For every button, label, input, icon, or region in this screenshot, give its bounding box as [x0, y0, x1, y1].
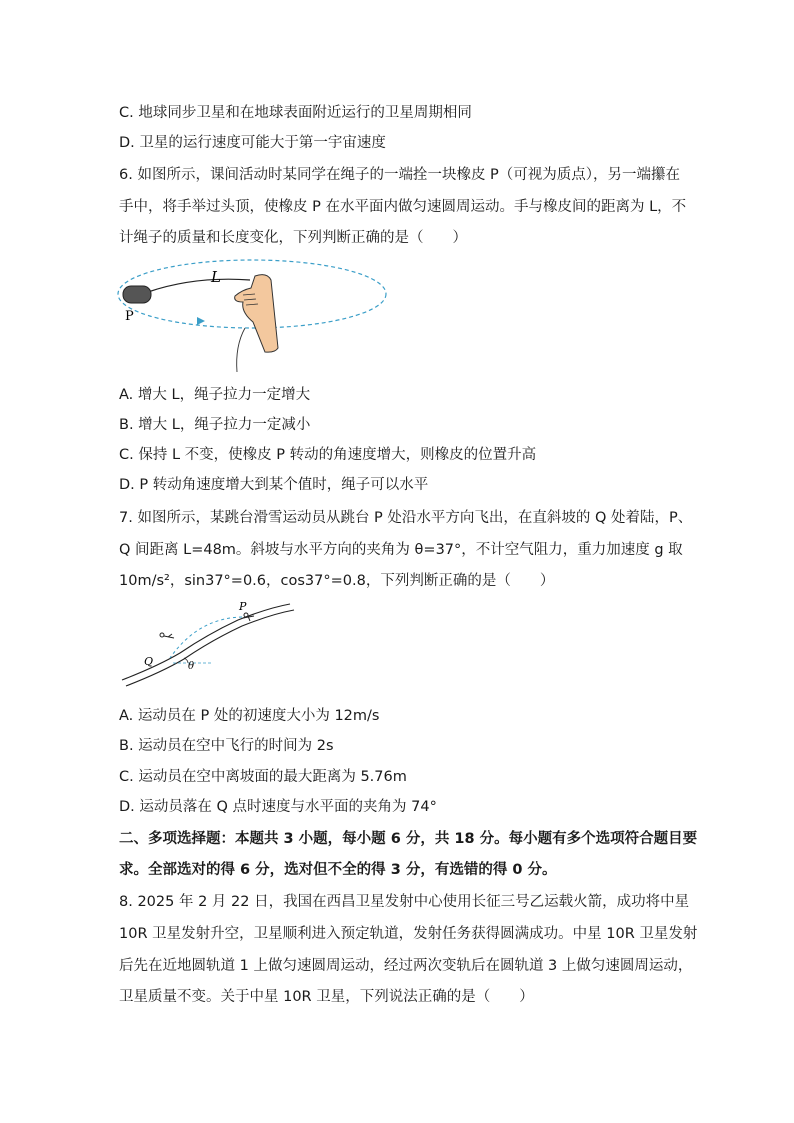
question-7-stem-line-1: 7. 如图所示，某跳台滑雪运动员从跳台 P 处沿水平方向飞出，在直斜坡的 Q 处着陆，P、 [119, 510, 693, 526]
label-L: L [211, 268, 221, 286]
question-7-stem-line-3: 10m/s²，sin37°=0.6，cos37°=0.8，下列判断正确的是（ ） [119, 573, 555, 589]
option-6d: D. P 转动角速度增大到某个值时，绳子可以水平 [119, 477, 429, 493]
question-6-stem-line-3: 计绳子的质量和长度变化，下列判断正确的是（ ） [119, 230, 467, 246]
question-8-stem-line-3: 后先在近地圆轨道 1 上做匀速圆周运动，经过两次变轨后在圆轨道 3 上做匀速圆周运动， [119, 958, 693, 974]
label-P: P [239, 600, 247, 613]
question-8-stem-line-1: 8. 2025 年 2 月 22 日，我国在西昌卫星发射中心使用长征三号乙运载火箭，成功将中星 [119, 894, 690, 910]
skier-midair-icon [160, 633, 164, 637]
label-theta: θ [188, 661, 195, 672]
option-7c: C. 运动员在空中离坡面的最大距离为 5.76m [119, 769, 407, 785]
option-6c: C. 保持 L 不变，使橡皮 P 转动的角速度增大，则橡皮的位置升高 [119, 447, 537, 463]
hand-icon [235, 275, 278, 353]
option-5d: D. 卫星的运行速度可能大于第一宇宙速度 [119, 135, 386, 151]
string [148, 279, 250, 292]
label-P: P [125, 309, 134, 324]
arm-line [237, 328, 245, 372]
option-7d: D. 运动员落在 Q 点时速度与水平面的夹角为 74° [119, 799, 437, 815]
question-8-stem-line-2: 10R 卫星发射升空，卫星顺利进入预定轨道，发射任务获得圆满成功。中星 10R 卫星发射 [119, 926, 698, 942]
question-7-stem-line-2: Q 间距离 L=48m。斜坡与水平方向的夹角为 θ=37°，不计空气阻力，重力加速度 g 取 [119, 542, 683, 558]
option-6a: A. 增大 L，绳子拉力一定增大 [119, 387, 311, 403]
option-5c: C. 地球同步卫星和在地球表面附近运行的卫星周期相同 [119, 105, 472, 121]
section-2-heading-line-2: 求。全部选对的得 6 分，选对但不全的得 3 分，有选错的得 0 分。 [119, 862, 557, 878]
rubber-block [123, 286, 151, 303]
label-Q: Q [144, 655, 154, 668]
question-6-stem-line-2: 手中，将手举过头顶，使橡皮 P 在水平面内做匀速圆周运动。手与橡皮间的距离为 L，不 [119, 199, 687, 215]
section-2-heading-line-1: 二、多项选择题：本题共 3 小题，每小题 6 分，共 18 分。每小题有多个选项符合题目要 [119, 831, 698, 847]
question-8-stem-line-4: 卫星质量不变。关于中星 10R 卫星，下列说法正确的是（ ） [119, 989, 534, 1005]
option-7a: A. 运动员在 P 处的初速度大小为 12m/s [119, 708, 380, 724]
figure-6-rubber-circular-motion [115, 250, 400, 375]
option-6b: B. 增大 L，绳子拉力一定减小 [119, 417, 311, 433]
figure-7-ski-jump [118, 598, 298, 693]
question-6-stem-line-1: 6. 如图所示，课间活动时某同学在绳子的一端拴一块橡皮 P（可视为质点），另一端攥在 [119, 167, 681, 183]
direction-arrow-icon [197, 317, 205, 325]
option-7b: B. 运动员在空中飞行的时间为 2s [119, 738, 334, 754]
